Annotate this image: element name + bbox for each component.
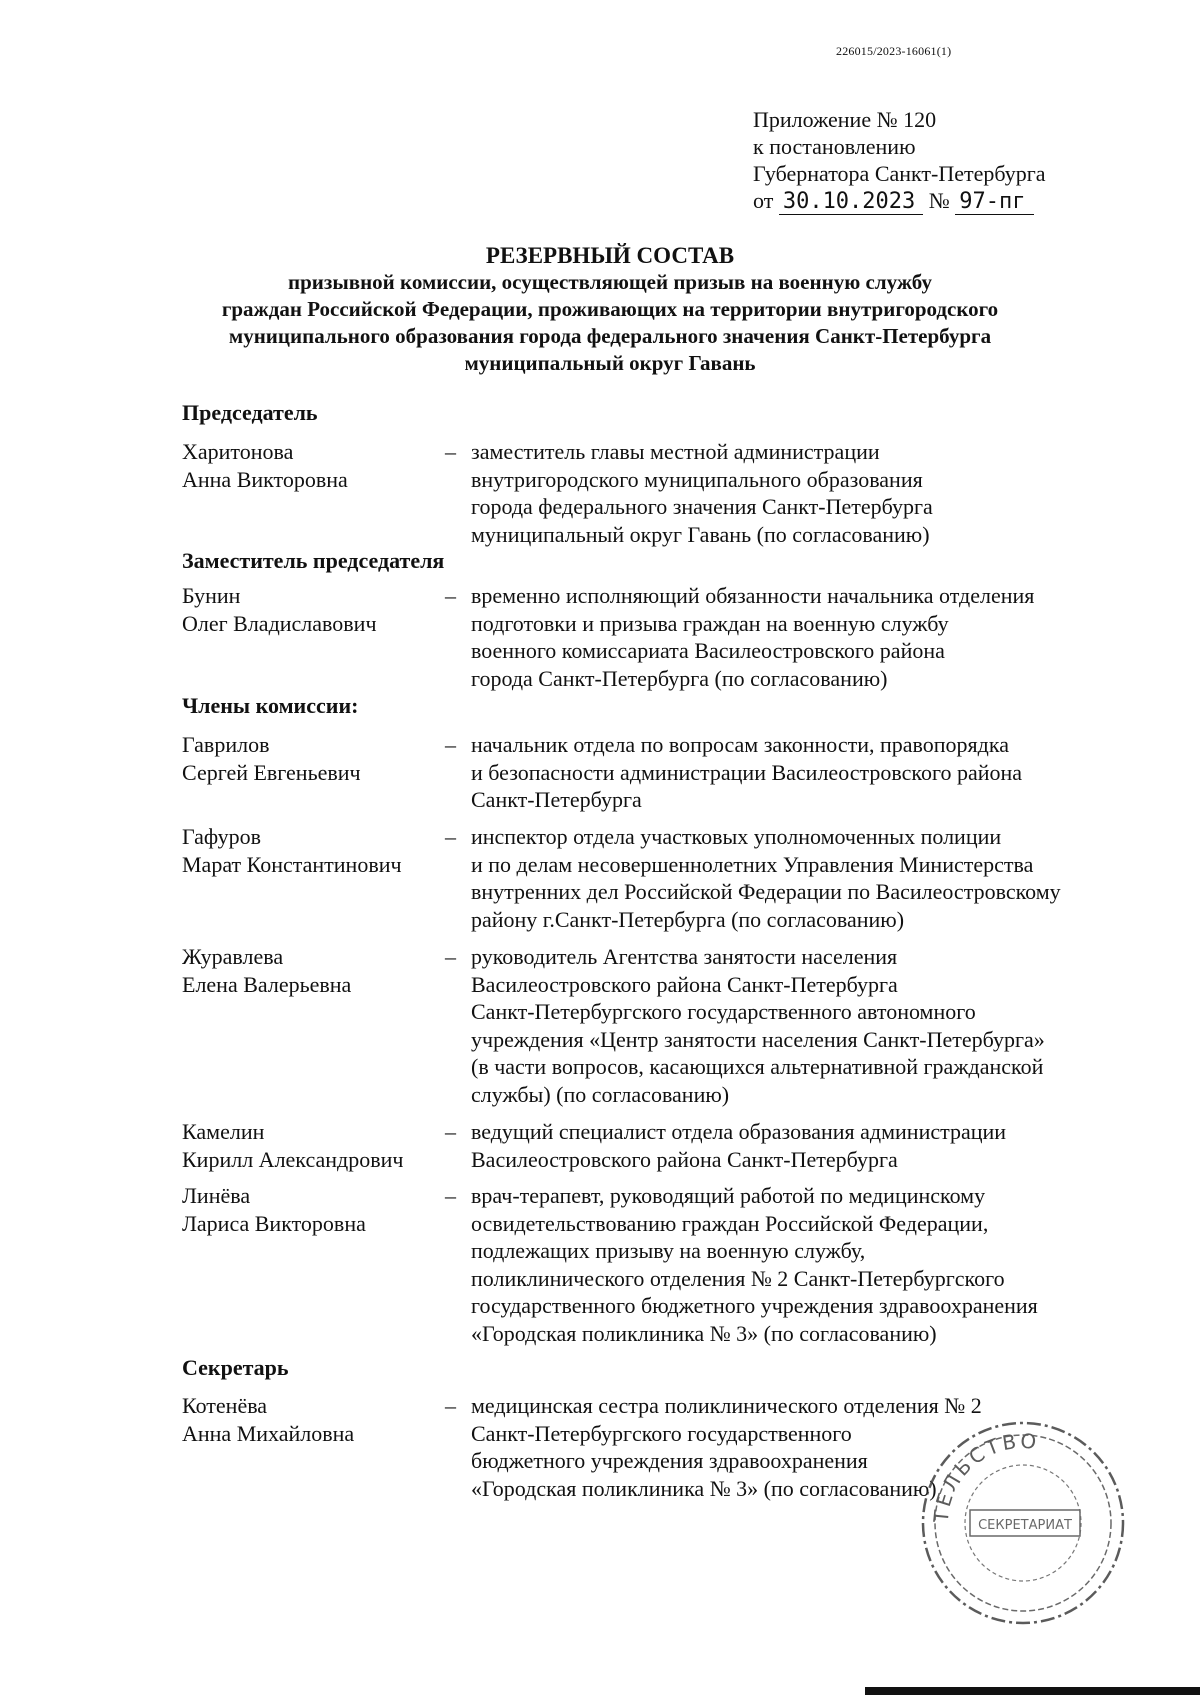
dash: – xyxy=(445,732,456,757)
date-prefix: от xyxy=(753,188,774,213)
title-line-3: муниципального образования города федерального значения Санкт-Петербурга xyxy=(228,324,992,348)
title-main: РЕЗЕРВНЫЙ СОСТАВ xyxy=(485,243,735,268)
annex-line-3: Губернатора Санкт-Петербурга xyxy=(753,161,1046,186)
official-seal-icon xyxy=(918,1418,1128,1628)
person-role: инспектор отдела участковых уполномоченных полиции и по делам несовершеннолетних Управления Министерства внутренних дел Российской Федерации по Василеостровскому району г.Санкт-Петербурга (по согласованию) xyxy=(471,824,1061,932)
decree-date: 30.10.2023 xyxy=(779,190,923,215)
person-name: Харитонова Анна Викторовна xyxy=(182,439,348,492)
dash: – xyxy=(445,583,456,608)
person-name: Гаврилов Сергей Евгеньевич xyxy=(182,732,361,785)
section-members: Члены комиссии: xyxy=(182,693,359,718)
dash: – xyxy=(445,1183,456,1208)
title-line-2: граждан Российской Федерации, проживающих на территории внутригородского xyxy=(221,297,999,321)
person-role: заместитель главы местной администрации внутригородского муниципального образования города федерального значения Санкт-Петербурга муниципальный округ Гавань (по согласованию) xyxy=(471,439,933,547)
title-line-1: призывной комиссии, осуществляющей призыв на военную службу xyxy=(288,270,932,294)
person-role: руководитель Агентства занятости населения Василеостровского района Санкт-Петербурга Санкт-Петербургского государственного автономного учреждения «Центр занятости населения Санкт-Петербурга» (в части вопросов, касающихся альтернативной гражданской службы) (по согласованию) xyxy=(471,944,1045,1107)
person-name: Котенёва Анна Михайловна xyxy=(182,1393,355,1446)
seal-outer-text: ТЕЛЬСТВО xyxy=(928,1428,1041,1524)
person-role: медицинская сестра поликлинического отделения № 2 Санкт-Петербургского государственного бюджетного учреждения здравоохранения «Городская поликлиника № 3» (по согласованию) xyxy=(471,1393,982,1501)
section-deputy: Заместитель председателя xyxy=(182,548,445,573)
annex-date-line xyxy=(753,187,1046,215)
person-name: Линёва Лариса Викторовна xyxy=(182,1183,366,1236)
dash: – xyxy=(445,824,456,849)
person-name: Гафуров Марат Константинович xyxy=(182,824,402,877)
footer-bar xyxy=(865,1687,1200,1695)
person-name: Бунин Олег Владиславович xyxy=(182,583,377,636)
document-id: 226015/2023-16061(1) xyxy=(836,44,952,58)
person-name: Камелин Кирилл Александрович xyxy=(182,1119,404,1172)
decree-number: 97-пг xyxy=(955,190,1033,215)
section-secretary: Секретарь xyxy=(182,1355,289,1380)
document-title xyxy=(160,242,1060,377)
dash: – xyxy=(445,1119,456,1144)
number-prefix: № xyxy=(928,188,950,213)
dash: – xyxy=(445,1393,456,1418)
section-chair: Председатель xyxy=(182,400,318,425)
person-role: начальник отдела по вопросам законности, правопорядка и безопасности администрации Василеостровского района Санкт-Петербурга xyxy=(471,732,1023,812)
dash: – xyxy=(445,439,456,464)
title-line-4: муниципальный округ Гавань xyxy=(464,351,756,375)
annex-block xyxy=(753,106,1046,215)
person-role: ведущий специалист отдела образования администрации Василеостровского района Санкт-Петербурга xyxy=(471,1119,1007,1172)
annex-line-1: Приложение № 120 xyxy=(753,107,937,132)
seal-inner-text: СЕКРЕТАРИАТ xyxy=(978,1518,1072,1533)
person-name: Журавлева Елена Валерьевна xyxy=(182,944,352,997)
person-role: временно исполняющий обязанности начальника отделения подготовки и призыва граждан на военную службу военного комиссариата Василеостровского района города Санкт-Петербурга (по согласованию) xyxy=(471,583,1035,691)
annex-line-2: к постановлению xyxy=(753,134,916,159)
person-role: врач-терапевт, руководящий работой по медицинскому освидетельствованию граждан Российской Федерации, подлежащих призыву на военную службу, поликлинического отделения № 2 Санкт-Петербургского государственного бюджетного учреждения здравоохранения «Городская поликлиника № 3» (по согласованию) xyxy=(471,1183,1038,1346)
dash: – xyxy=(445,944,456,969)
